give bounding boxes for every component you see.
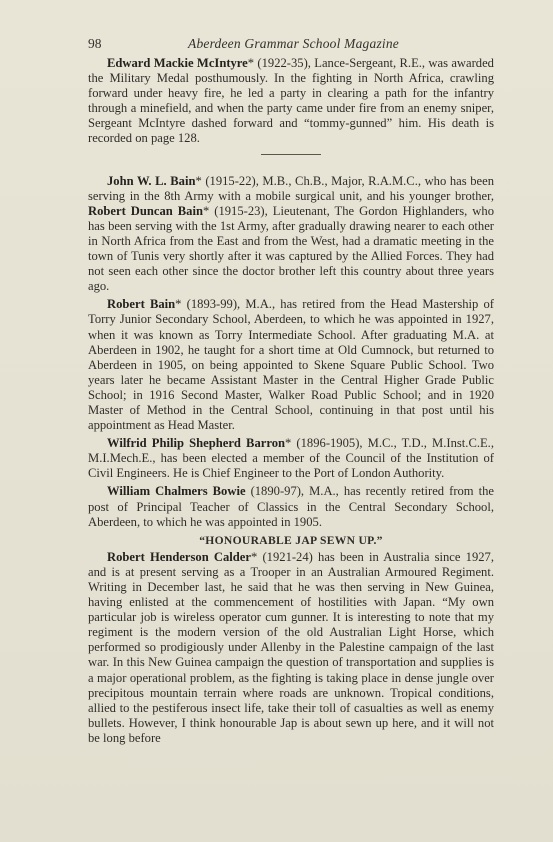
entry-bowie <box>88 484 494 529</box>
page-number: 98 <box>88 36 102 51</box>
entry-name: John W. L. Bain <box>107 173 196 188</box>
entry-text: * (1893-99), M.A., has retired from the Head Mastership of Torry Junior Secondary School, Aberdeen, to which he was appointed in 1927, when it was known as Torry Intermediate School. After graduating M.A. at Aberdeen in 1902, he taught for a short time at Old Cumnock, but returned to Aberdeen in 1905, on being appointed to Skene Square Public School. Two years later he became Assistant Master in the Central Higher Grade Public School; in 1916 Second Master, Walker Road Public School; and in 1920 Master of Method in the Central School, continuing in that post until his appointment as Head Master. <box>88 297 494 433</box>
entry-text: * (1896-1905), M.C., T.D., M.Inst.C.E., M.I.Mech.E., has been elected a member of the Council of the Institution of Civil Engineers. He is Chief Engineer to the Port of London Authority. <box>88 436 494 481</box>
entry-bain-brothers <box>88 174 494 295</box>
entry-name: William Chalmers Bowie <box>107 484 246 499</box>
entry-name-secondary: Robert Duncan Bain <box>88 203 203 218</box>
entry-name: Robert Henderson Calder <box>107 549 251 564</box>
entry-text-continued: * (1915-23), Lieutenant, The Gordon Highlanders, who has been serving with the 1st Army, after gradually drawing nearer to each other in North Africa from the East and from the West, had a dramatic meeting in the town of Tunis very shortly after it was captured by the Allied Forces. They had not seen each other since the doctor brother left this country about three years ago. <box>88 203 494 294</box>
page-header <box>88 36 494 54</box>
section-divider <box>261 154 321 155</box>
entry-calder <box>88 550 494 746</box>
entry-mcintyre <box>88 56 494 147</box>
entry-text: * (1915-22), M.B., Ch.B., Major, R.A.M.C., who has been serving in the 8th Army with a mobile surgical unit, and his younger brother, <box>88 173 494 203</box>
entry-name: Robert Bain <box>107 297 176 312</box>
entry-text: * (1921-24) has been in Australia since 1927, and is at present serving as a Trooper in an Australian Armoured Regiment. Writing in December last, he said that he was then serving in New Guinea, having enlisted at the commencement of hostilities with Japan. “My own particular job is wireless operator cum gunner. It is interesting to note that my regiment is the modern version of the old Australian Light Horse, which performed so prodigiously under Allenby in the Palestine campaign of the last war. In this New Guinea campaign the question of transportation and supplies is a major operational problem, as the fighting is taking place in dense jungle over precipitous mountain terrain where roads are unknown. Tropical conditions, allied to the pestiferous insect life, take their toll of casualties as well as enemy bullets. However, I think honourable Jap is about sewn up here, and it will not be long before <box>88 549 494 745</box>
entry-text: (1890-97), M.A., has recently retired from the post of Principal Teacher of Classics in the Central Secondary School, Aberdeen, to which he was appointed in 1905. <box>88 484 495 529</box>
entry-barron <box>88 436 494 481</box>
entry-name: Edward Mackie McIntyre <box>107 56 248 70</box>
article-body <box>88 56 494 749</box>
running-title: Aberdeen Grammar School Magazine <box>188 36 399 51</box>
entry-robert-bain <box>88 297 494 433</box>
entry-text: * (1922-35), Lance-Sergeant, R.E., was awarded the Military Medal posthumously. In the fighting in North Africa, crawling forward under heavy fire, he led a party in clearing a path for the infantry through a minefield, and when the party came under fire from an enemy sniper, Sergeant McIntyre dashed forward and “tommy-gunned” him. His death is recorded on page 128. <box>88 56 494 146</box>
entry-name: Wilfrid Philip Shepherd Barron <box>107 436 285 451</box>
section-heading: “HONOURABLE JAP SEWN UP.” <box>199 533 383 547</box>
